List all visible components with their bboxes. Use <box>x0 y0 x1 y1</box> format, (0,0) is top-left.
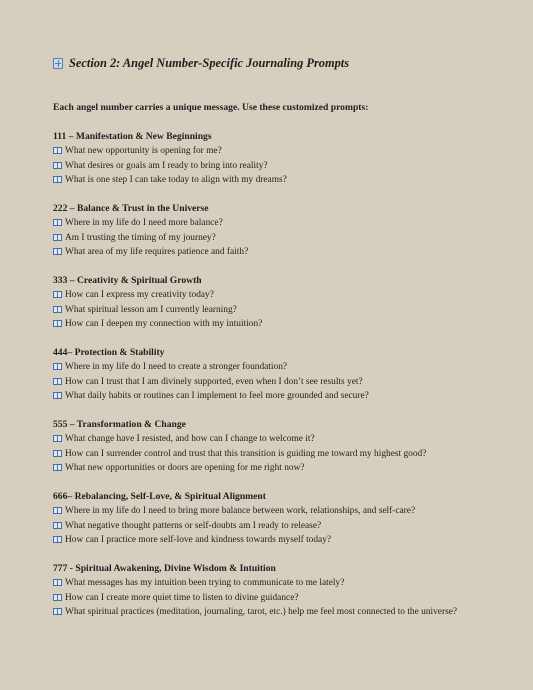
open-book-icon <box>53 291 62 298</box>
prompt-item: How can I express my creativity today? <box>53 288 483 302</box>
open-book-icon <box>53 464 62 471</box>
open-book-icon <box>53 176 62 183</box>
open-book-icon <box>53 536 62 543</box>
section-title: 333 – Creativity & Spiritual Growth <box>53 275 202 286</box>
section-222 <box>53 202 483 260</box>
open-book-icon <box>53 320 62 327</box>
open-book-icon <box>53 248 62 255</box>
open-book-icon <box>53 219 62 226</box>
section-title: 444– Protection & Stability <box>53 347 165 358</box>
open-book-icon <box>53 378 62 385</box>
prompt-item: What desires or goals am I ready to bring into reality? <box>53 159 483 173</box>
section-title: 777 - Spiritual Awakening, Divine Wisdom & Intuition <box>53 563 276 574</box>
section-title: 555 – Transformation & Change <box>53 419 186 430</box>
section-666 <box>53 490 483 548</box>
prompt-item: What is one step I can take today to align with my dreams? <box>53 173 483 187</box>
prompt-item: What new opportunities or doors are opening for me right now? <box>53 461 483 475</box>
open-book-icon <box>53 507 62 514</box>
prompt-item: How can I deepen my connection with my intuition? <box>53 317 483 331</box>
prompt-item: What negative thought patterns or self-doubts am I ready to release? <box>53 519 483 533</box>
prompt-item: How can I surrender control and trust that this transition is guiding me toward my highest good? <box>53 447 483 461</box>
prompt-item: What new opportunity is opening for me? <box>53 144 483 158</box>
intro-text: Each angel number carries a unique message. Use these customized prompts: <box>53 102 369 113</box>
open-book-icon <box>53 608 62 615</box>
open-book-icon <box>53 392 62 399</box>
open-book-icon <box>53 450 62 457</box>
open-book-icon <box>53 234 62 241</box>
section-title: 222 – Balance & Trust in the Universe <box>53 203 209 214</box>
open-book-icon <box>53 363 62 370</box>
prompt-item: Where in my life do I need to create a stronger foundation? <box>53 360 483 374</box>
section-555 <box>53 418 483 476</box>
section-heading <box>53 56 349 71</box>
prompt-item: What spiritual practices (meditation, journaling, tarot, etc.) help me feel most connected to the universe? <box>53 605 483 619</box>
section-777 <box>53 562 483 620</box>
section-title: 666– Rebalancing, Self-Love, & Spiritual Alignment <box>53 491 266 502</box>
prompt-item: Where in my life do I need to bring more balance between work, relationships, and self-care? <box>53 504 483 518</box>
prompt-item: What area of my life requires patience and faith? <box>53 245 483 259</box>
prompt-item: Where in my life do I need more balance? <box>53 216 483 230</box>
section-333 <box>53 274 483 332</box>
prompt-item: What change have I resisted, and how can I change to welcome it? <box>53 432 483 446</box>
open-book-icon <box>53 594 62 601</box>
prompt-item: What messages has my intuition been trying to communicate to me lately? <box>53 576 483 590</box>
prompt-item: How can I practice more self-love and kindness towards myself today? <box>53 533 483 547</box>
open-book-icon <box>53 579 62 586</box>
prompt-item: How can I create more quiet time to listen to divine guidance? <box>53 591 483 605</box>
open-book-icon <box>53 522 62 529</box>
open-book-icon <box>53 306 62 313</box>
prompt-item: What daily habits or routines can I implement to feel more grounded and secure? <box>53 389 483 403</box>
prompt-item: Am I trusting the timing of my journey? <box>53 231 483 245</box>
open-book-icon <box>53 435 62 442</box>
open-book-icon <box>53 162 62 169</box>
numbers-keycap-icon <box>53 58 63 69</box>
prompt-item: What spiritual lesson am I currently learning? <box>53 303 483 317</box>
section-title: 111 – Manifestation & New Beginnings <box>53 131 212 142</box>
section-444 <box>53 346 483 404</box>
open-book-icon <box>53 147 62 154</box>
prompt-item: How can I trust that I am divinely supported, even when I don’t see results yet? <box>53 375 483 389</box>
section-heading-text: Section 2: Angel Number-Specific Journaling Prompts <box>69 56 350 70</box>
section-111 <box>53 130 483 188</box>
